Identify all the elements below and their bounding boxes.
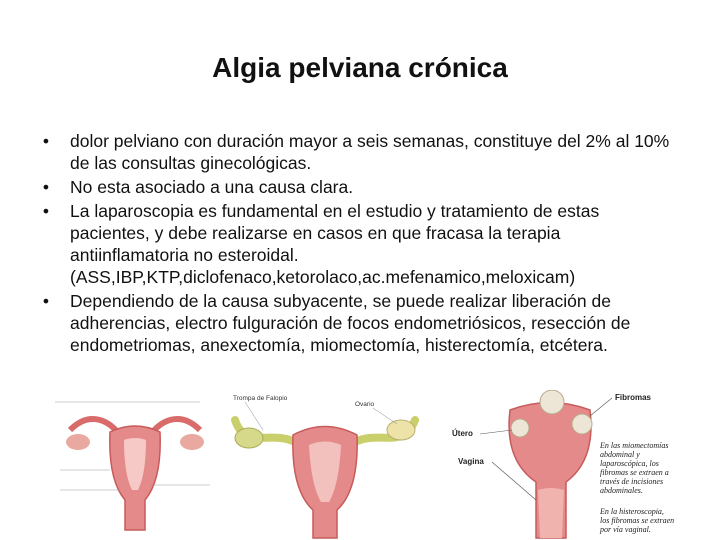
slide-title: Algia pelviana crónica: [212, 52, 508, 83]
center-uterus-illustration: [235, 402, 415, 538]
fibroids-diagram-right: [440, 390, 720, 540]
bullet-item: [36, 290, 676, 356]
caption-abdominal-line: abdominales.: [600, 486, 643, 495]
bullet-item: [36, 176, 676, 198]
label-uterus: Útero: [452, 429, 473, 438]
caption-abdominal: [599, 441, 671, 495]
bullet-text: La laparoscopia es fundamental en el estudio y tratamiento de estas pacientes, y debe realizarse en casos en que fracasa la terapia antiinflamatoria no esteroidal. (ASS,IBP,KTP,diclofenaco,ketorolaco,ac.mefenamico,meloxicam): [70, 201, 600, 287]
right-uterus-illustration: [480, 390, 612, 538]
caption-abdominal-line: abdominal y: [600, 450, 640, 459]
left-uterus-illustration: [55, 402, 210, 530]
bullet-dot: •: [42, 291, 50, 311]
label-fallopian-tube: Trompa de Falopio: [233, 395, 288, 402]
bullet-text: dolor pelviano con duración mayor a seis semanas, constituye del 2% al 10% de las consultas ginecológicas.: [70, 131, 670, 173]
caption-hysteroscopy-line: En la histeroscopia,: [600, 507, 664, 516]
caption-hysteroscopy-line: los fibromas se extraen: [600, 516, 675, 525]
bullet-dot: •: [42, 131, 50, 151]
uterus-diagram-center: [225, 390, 425, 540]
bullet-dot: •: [42, 201, 50, 221]
label-ovary: Ovario: [355, 401, 375, 408]
caption-abdominal-line: laparoscópica, los: [600, 459, 659, 468]
bullet-item: [36, 130, 676, 174]
bullet-text: No esta asociado a una causa clara.: [70, 177, 354, 197]
bullet-item: [36, 200, 676, 288]
caption-abdominal-line: través de incisiones: [600, 477, 664, 486]
bullet-text: Dependiendo de la causa subyacente, se puede realizar liberación de adherencias, electro fulguración de focos endometriósicos, resección de endometriomas, anexectomía, miomectomía, histerectomía, etcétera.: [70, 291, 631, 355]
caption-hysteroscopy: [599, 507, 676, 534]
bullet-dot: •: [42, 177, 50, 197]
label-vagina: Vagina: [458, 457, 484, 466]
caption-abdominal-line: En las miomectomías: [600, 441, 669, 450]
caption-abdominal-line: fibromas se extraen a: [600, 468, 669, 477]
label-fibroids: Fibromas: [615, 393, 652, 402]
bullet-list: [36, 130, 676, 358]
caption-hysteroscopy-line: por vía vaginal.: [600, 525, 651, 534]
uterus-diagram-left: [50, 390, 220, 540]
anatomy-figures: [0, 390, 720, 540]
